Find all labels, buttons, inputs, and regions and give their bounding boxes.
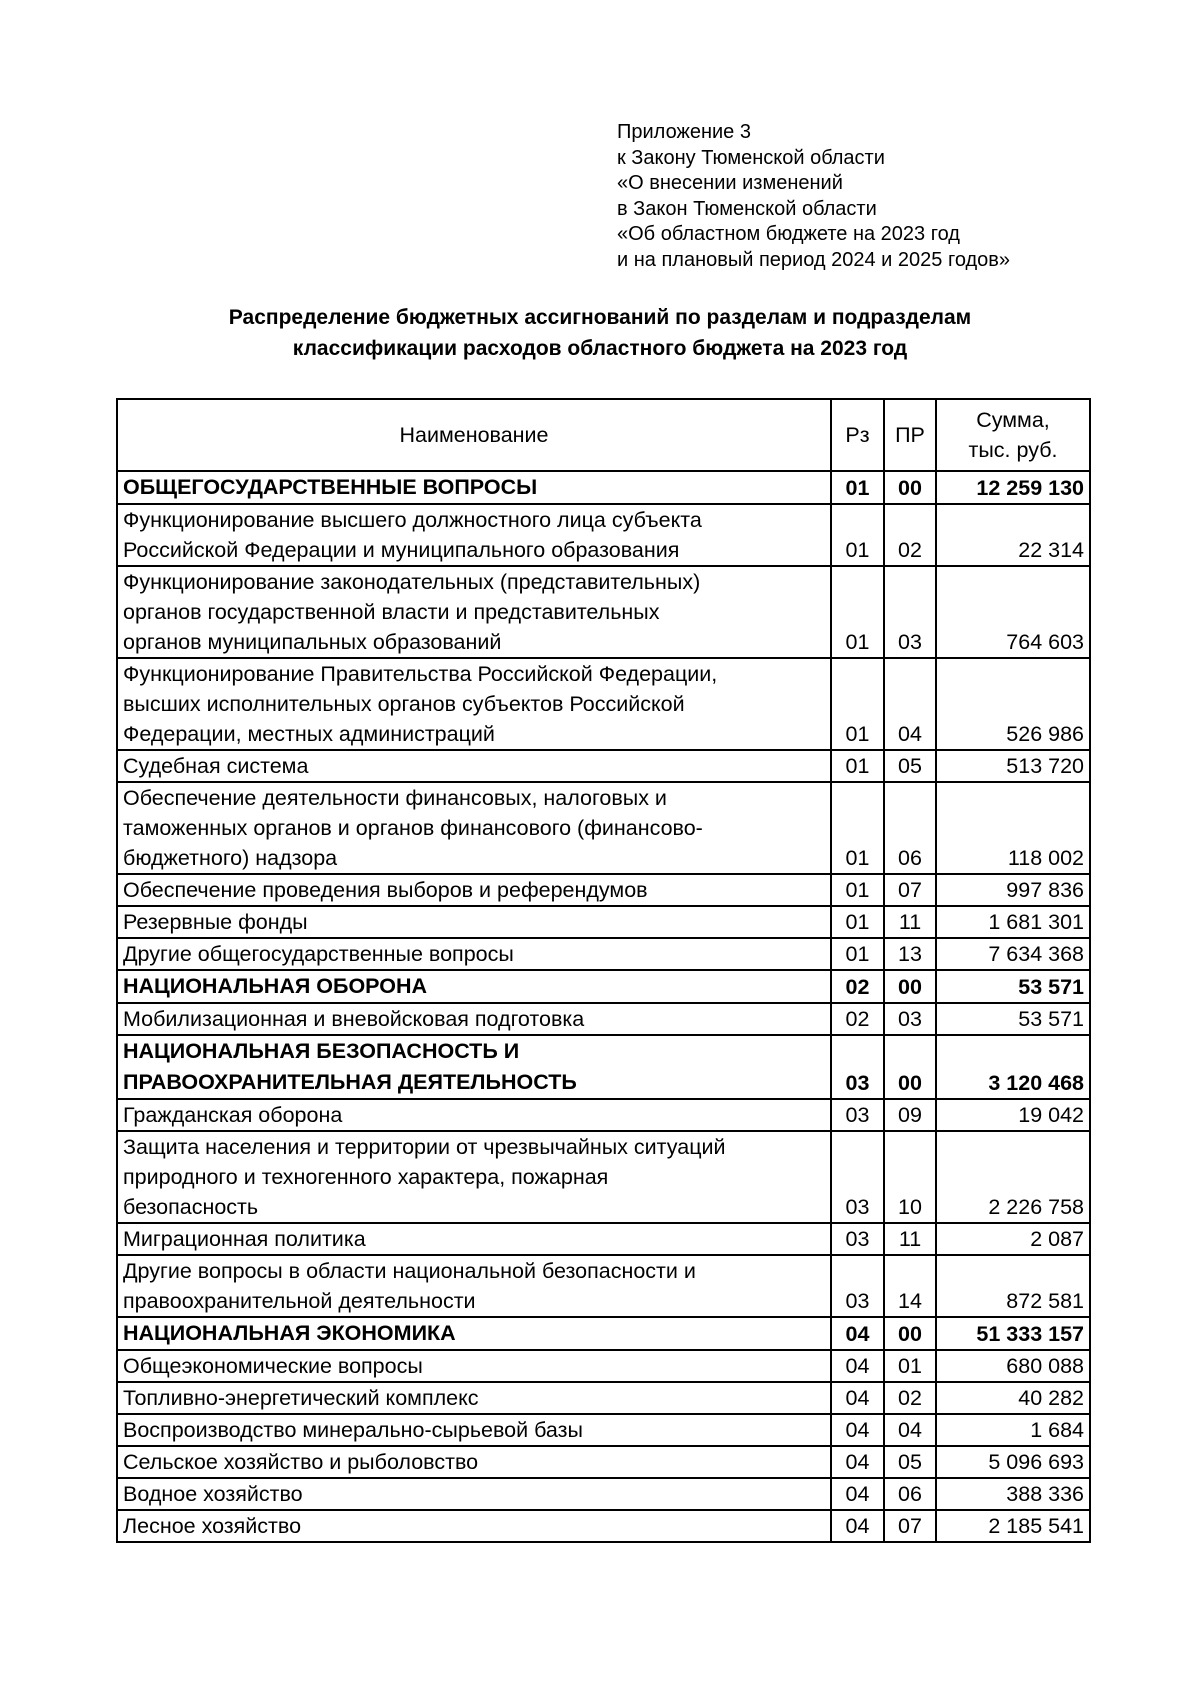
document-title-line: Распределение бюджетных ассигнований по разделам и подразделам — [228, 306, 972, 329]
row-sum: 12 259 130 — [936, 471, 1090, 504]
table-body — [117, 471, 1090, 1542]
header-pr: ПР — [884, 399, 936, 471]
row-sum: 7 634 368 — [936, 938, 1090, 970]
row-name-line: Другие вопросы в области национальной безопасности и — [123, 1259, 696, 1283]
table-row — [117, 782, 1090, 874]
row-name-line: Функционирование законодательных (представительных) — [123, 570, 701, 594]
row-sum: 388 336 — [936, 1478, 1090, 1510]
row-sum: 22 314 — [936, 504, 1090, 566]
row-name — [117, 1035, 831, 1099]
row-sum: 764 603 — [936, 566, 1090, 658]
row-rz: 01 — [831, 906, 884, 938]
row-rz: 03 — [831, 1223, 884, 1255]
row-name — [117, 1414, 831, 1446]
row-pr: 05 — [884, 750, 936, 782]
row-pr: 01 — [884, 1350, 936, 1382]
row-pr: 00 — [884, 1317, 936, 1350]
row-rz: 01 — [831, 566, 884, 658]
appendix-note — [617, 120, 1010, 273]
row-rz: 03 — [831, 1255, 884, 1317]
table-row — [117, 750, 1090, 782]
row-name — [117, 471, 831, 504]
row-name — [117, 874, 831, 906]
row-name-line: Сельское хозяйство и рыболовство — [123, 1450, 479, 1474]
row-name-line: природного и техногенного характера, пожарная — [123, 1165, 609, 1189]
row-name — [117, 970, 831, 1003]
row-sum: 872 581 — [936, 1255, 1090, 1317]
row-rz: 01 — [831, 471, 884, 504]
row-name-line: Резервные фонды — [123, 910, 308, 934]
row-name — [117, 1223, 831, 1255]
row-name-line: ПРАВООХРАНИТЕЛЬНАЯ ДЕЯТЕЛЬНОСТЬ — [123, 1070, 577, 1094]
row-name-line: Обеспечение проведения выборов и референдумов — [123, 878, 648, 902]
row-name-line: Федерации, местных администраций — [123, 722, 495, 746]
row-name — [117, 1446, 831, 1478]
appendix-line: Приложение 3 — [617, 121, 751, 143]
row-pr: 04 — [884, 658, 936, 750]
table-row — [117, 1510, 1090, 1542]
row-name — [117, 566, 831, 658]
appendix-line: «Об областном бюджете на 2023 год — [617, 223, 960, 245]
row-rz: 01 — [831, 782, 884, 874]
row-pr: 00 — [884, 471, 936, 504]
table-header-row — [117, 399, 1090, 471]
row-pr: 00 — [884, 970, 936, 1003]
header-sum — [936, 399, 1090, 471]
header-sum-line: тыс. руб. — [968, 438, 1058, 462]
row-rz: 01 — [831, 750, 884, 782]
table-row — [117, 1350, 1090, 1382]
row-pr: 10 — [884, 1131, 936, 1223]
row-name-line: Водное хозяйство — [123, 1482, 303, 1506]
row-rz: 04 — [831, 1478, 884, 1510]
row-name-line: Обеспечение деятельности финансовых, налоговых и — [123, 786, 667, 810]
row-name — [117, 1099, 831, 1131]
table-section-row — [117, 471, 1090, 504]
table-section-row — [117, 970, 1090, 1003]
row-rz: 01 — [831, 504, 884, 566]
table-row — [117, 504, 1090, 566]
row-name-line: Топливно-энергетический комплекс — [123, 1386, 479, 1410]
table-row — [117, 1099, 1090, 1131]
row-sum: 526 986 — [936, 658, 1090, 750]
row-sum: 2 185 541 — [936, 1510, 1090, 1542]
row-rz: 04 — [831, 1446, 884, 1478]
row-pr: 07 — [884, 1510, 936, 1542]
document-title — [0, 302, 1200, 364]
table-row — [117, 566, 1090, 658]
row-sum: 1 681 301 — [936, 906, 1090, 938]
row-name-line: НАЦИОНАЛЬНАЯ ЭКОНОМИКА — [123, 1321, 456, 1345]
row-sum: 51 333 157 — [936, 1317, 1090, 1350]
table-row — [117, 938, 1090, 970]
header-rz: Рз — [831, 399, 884, 471]
row-pr: 06 — [884, 782, 936, 874]
table-section-row — [117, 1317, 1090, 1350]
row-pr: 04 — [884, 1414, 936, 1446]
table-row — [117, 906, 1090, 938]
row-pr: 09 — [884, 1099, 936, 1131]
row-name-line: безопасность — [123, 1195, 259, 1219]
row-sum: 19 042 — [936, 1099, 1090, 1131]
row-name — [117, 1131, 831, 1223]
row-name — [117, 504, 831, 566]
row-rz: 03 — [831, 1035, 884, 1099]
table-row — [117, 874, 1090, 906]
row-name — [117, 1382, 831, 1414]
row-name — [117, 906, 831, 938]
row-name-line: Мобилизационная и вневойсковая подготовка — [123, 1007, 585, 1031]
row-pr: 02 — [884, 504, 936, 566]
row-name-line: органов муниципальных образований — [123, 630, 502, 654]
row-sum: 2 087 — [936, 1223, 1090, 1255]
row-pr: 07 — [884, 874, 936, 906]
row-sum: 5 096 693 — [936, 1446, 1090, 1478]
row-sum: 997 836 — [936, 874, 1090, 906]
row-name-line: Другие общегосударственные вопросы — [123, 942, 514, 966]
appendix-line: «О внесении изменений — [617, 172, 843, 194]
row-rz: 04 — [831, 1414, 884, 1446]
header-name: Наименование — [117, 399, 831, 471]
row-sum: 2 226 758 — [936, 1131, 1090, 1223]
row-pr: 13 — [884, 938, 936, 970]
row-rz: 03 — [831, 1131, 884, 1223]
row-pr: 05 — [884, 1446, 936, 1478]
row-name — [117, 750, 831, 782]
row-name-line: Воспроизводство минерально-сырьевой базы — [123, 1418, 583, 1442]
row-name — [117, 1317, 831, 1350]
row-name — [117, 938, 831, 970]
row-name-line: Российской Федерации и муниципального образования — [123, 538, 680, 562]
row-pr: 11 — [884, 906, 936, 938]
row-name-line: бюджетного) надзора — [123, 846, 338, 870]
row-sum: 53 571 — [936, 1003, 1090, 1035]
row-pr: 14 — [884, 1255, 936, 1317]
row-sum: 1 684 — [936, 1414, 1090, 1446]
row-name-line: Функционирование высшего должностного лица субъекта — [123, 508, 702, 532]
document-title-line: классификации расходов областного бюджета на 2023 год — [292, 337, 908, 360]
row-rz: 04 — [831, 1350, 884, 1382]
row-name-line: высших исполнительных органов субъектов Российской — [123, 692, 685, 716]
table-row — [117, 1446, 1090, 1478]
table-row — [117, 1131, 1090, 1223]
row-sum: 513 720 — [936, 750, 1090, 782]
row-name-line: правоохранительной деятельности — [123, 1289, 476, 1313]
appendix-line: в Закон Тюменской области — [617, 197, 877, 220]
row-name-line: органов государственной власти и представительных — [123, 600, 660, 624]
row-name-line: Защита населения и территории от чрезвычайных ситуаций — [123, 1135, 726, 1159]
table-section-row — [117, 1035, 1090, 1099]
row-name — [117, 1478, 831, 1510]
row-name-line: НАЦИОНАЛЬНАЯ ОБОРОНА — [123, 974, 428, 998]
row-sum: 118 002 — [936, 782, 1090, 874]
row-name — [117, 782, 831, 874]
row-pr: 02 — [884, 1382, 936, 1414]
row-name-line: Функционирование Правительства Российской Федерации, — [123, 662, 718, 686]
appendix-line: к Закону Тюменской области — [617, 146, 885, 169]
row-name-line: Гражданская оборона — [123, 1103, 343, 1127]
table-row — [117, 1255, 1090, 1317]
row-name-line: Лесное хозяйство — [123, 1514, 302, 1538]
row-pr: 03 — [884, 566, 936, 658]
row-name-line: Общеэкономические вопросы — [123, 1354, 423, 1378]
row-name — [117, 1255, 831, 1317]
row-rz: 02 — [831, 1003, 884, 1035]
table-row — [117, 1414, 1090, 1446]
row-pr: 00 — [884, 1035, 936, 1099]
table-row — [117, 1382, 1090, 1414]
row-rz: 04 — [831, 1382, 884, 1414]
row-rz: 04 — [831, 1510, 884, 1542]
header-sum-line: Сумма, — [976, 408, 1050, 432]
row-name-line: таможенных органов и органов финансового (финансово- — [123, 816, 703, 840]
row-name-line: Миграционная политика — [123, 1227, 366, 1251]
row-rz: 01 — [831, 874, 884, 906]
row-sum: 53 571 — [936, 970, 1090, 1003]
row-rz: 02 — [831, 970, 884, 1003]
appendix-line: и на плановый период 2024 и 2025 годов» — [617, 248, 1011, 271]
row-sum: 3 120 468 — [936, 1035, 1090, 1099]
row-name — [117, 658, 831, 750]
table-row — [117, 1478, 1090, 1510]
table-row — [117, 658, 1090, 750]
row-pr: 03 — [884, 1003, 936, 1035]
row-name — [117, 1003, 831, 1035]
row-name-line: Судебная система — [123, 754, 309, 778]
row-rz: 03 — [831, 1099, 884, 1131]
table-row — [117, 1223, 1090, 1255]
budget-table — [116, 398, 1091, 1543]
row-rz: 01 — [831, 658, 884, 750]
row-rz: 04 — [831, 1317, 884, 1350]
table-row — [117, 1003, 1090, 1035]
row-pr: 06 — [884, 1478, 936, 1510]
row-name — [117, 1350, 831, 1382]
row-rz: 01 — [831, 938, 884, 970]
row-name — [117, 1510, 831, 1542]
row-pr: 11 — [884, 1223, 936, 1255]
row-name-line: НАЦИОНАЛЬНАЯ БЕЗОПАСНОСТЬ И — [123, 1039, 520, 1063]
row-name-line: ОБЩЕГОСУДАРСТВЕННЫЕ ВОПРОСЫ — [123, 475, 538, 499]
row-sum: 40 282 — [936, 1382, 1090, 1414]
row-sum: 680 088 — [936, 1350, 1090, 1382]
